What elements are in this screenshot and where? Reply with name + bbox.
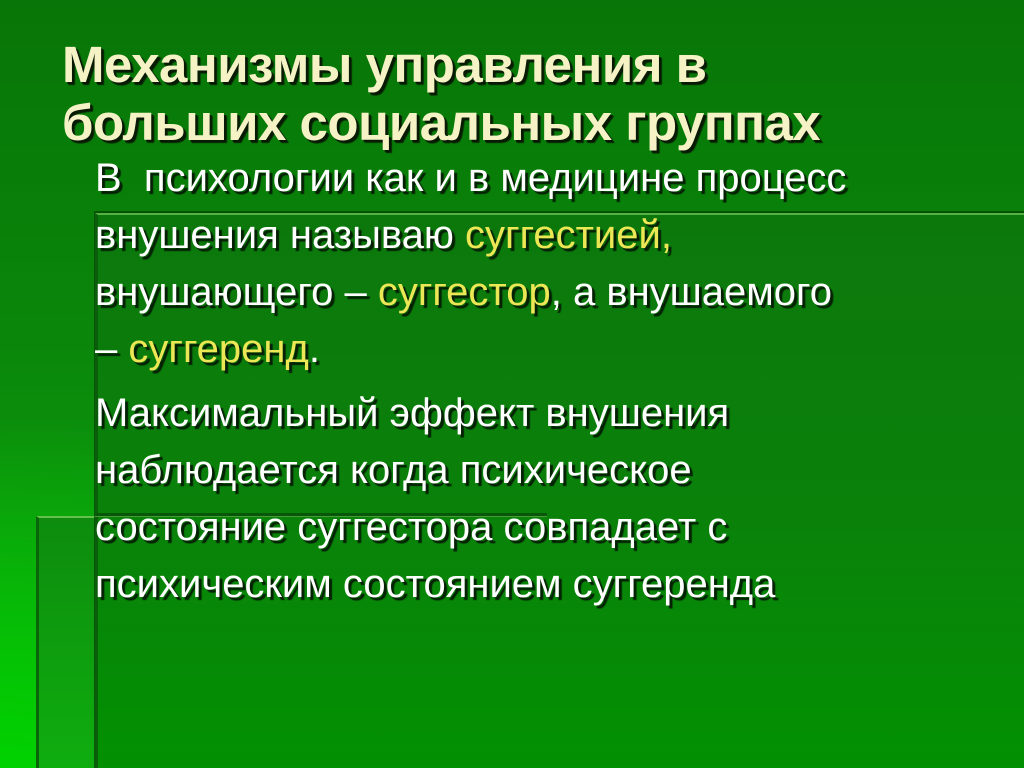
body-line — [95, 556, 1005, 613]
body-line — [95, 207, 1005, 264]
body-text-segment: наблюдается когда психическое — [95, 448, 692, 492]
body-line — [95, 499, 1005, 556]
highlight-word: суггестией, — [465, 213, 672, 257]
title-line-1: Механизмы управления в — [62, 36, 707, 93]
slide-title — [62, 36, 1002, 152]
body-text-segment: психическим состоянием суггеренда — [95, 562, 776, 606]
body-text-segment: внушения называю — [95, 213, 466, 257]
body-text-segment: Максимальный эффект внушения — [95, 391, 730, 435]
body-text-segment: внушающего – — [95, 270, 378, 314]
body-text-segment: . — [308, 327, 320, 371]
body-line — [95, 264, 1005, 321]
body-line — [95, 385, 1005, 442]
body-text-segment: , а внушаемого — [550, 270, 832, 314]
body-text-segment: В психологии как и в медицине процесс — [95, 156, 847, 200]
body-text-segment: состояние суггестора совпадает с — [95, 505, 728, 549]
body-line — [95, 321, 1005, 378]
highlight-word: суггеренд — [128, 327, 309, 371]
body-line — [95, 150, 1005, 207]
title-line-2: больших социальных группах — [62, 94, 821, 151]
body-text-segment: – — [95, 327, 129, 371]
body-line — [95, 442, 1005, 499]
body-text — [95, 150, 1005, 613]
highlight-word: суггестор — [377, 270, 551, 314]
